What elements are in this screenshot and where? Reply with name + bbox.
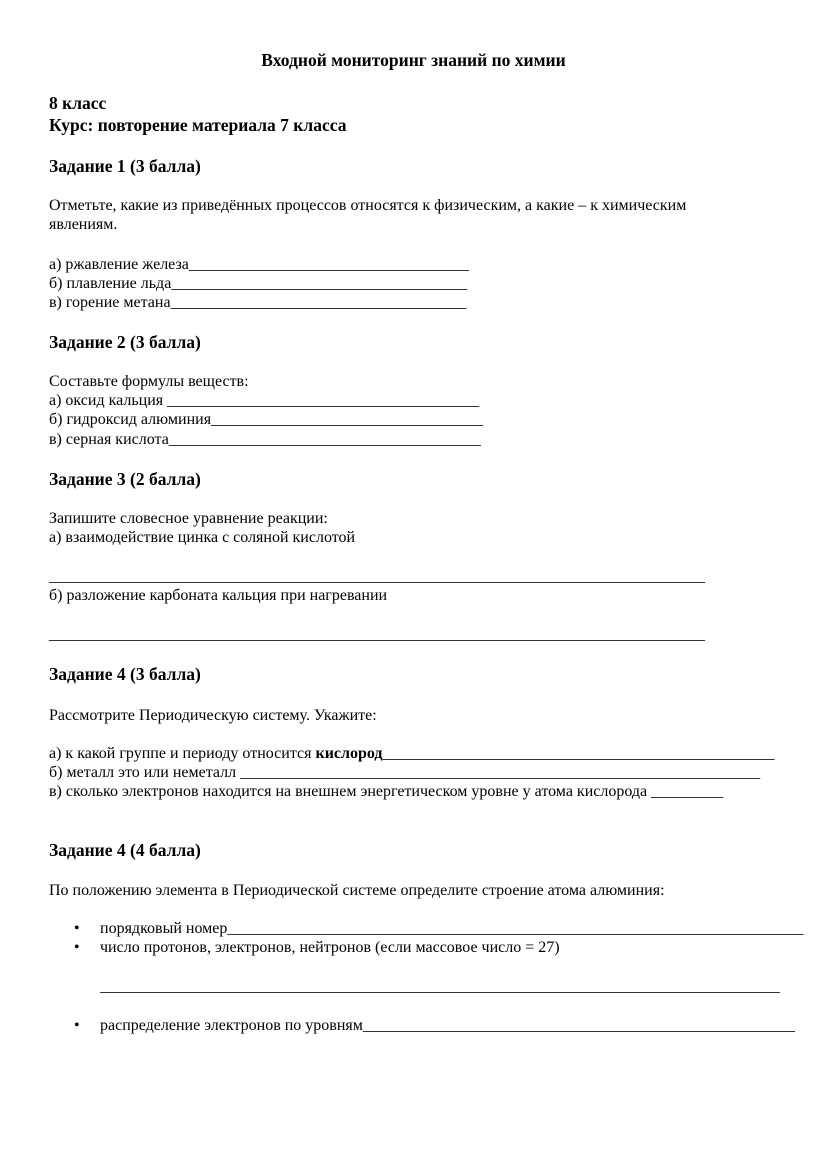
- grade-heading: 8 класс: [49, 93, 107, 113]
- task2-intro: Составьте формулы веществ:: [49, 373, 249, 390]
- task4-item-a-prefix: а) к какой группе и периоду относится: [49, 745, 316, 762]
- bullet-icon: •: [74, 939, 80, 956]
- task4-intro: Рассмотрите Периодическую систему. Укажите:: [49, 707, 377, 724]
- task5-answer-line: _____________________________________________________________________________________: [100, 978, 780, 995]
- bullet-icon: •: [74, 1017, 80, 1034]
- bullet-icon: •: [74, 920, 80, 937]
- task3-item-a: а) взаимодействие цинка с соляной кислотой: [49, 529, 356, 546]
- task4-heading: Задание 4 (3 балла): [49, 664, 201, 684]
- task1-item-a: а) ржавление железа___________________________________: [49, 256, 469, 273]
- task1-heading: Задание 1 (3 балла): [49, 156, 201, 176]
- task4-item-a-line: _________________________________________________: [382, 745, 775, 762]
- task4-item-a: [49, 744, 775, 763]
- task3-heading: Задание 3 (2 балла): [49, 469, 201, 489]
- page-title: Входной мониторинг знаний по химии: [261, 50, 566, 70]
- task3-intro: Запишите словесное уравнение реакции:: [49, 510, 328, 527]
- task1-item-c: в) горение метана_____________________________________: [49, 294, 467, 311]
- task5-item-3: распределение электронов по уровням______________________________________________________: [100, 1017, 795, 1034]
- task4-item-c: в) сколько электронов находится на внешнем энергетическом уровне у атома кислорода _________: [49, 783, 724, 800]
- task1-intro-line2: явлениям.: [49, 216, 118, 233]
- task5-heading: Задание 4 (4 балла): [49, 840, 201, 860]
- task5-item-2: число протонов, электронов, нейтронов (если массовое число = 27): [100, 939, 560, 956]
- task1-item-b: б) плавление льда_____________________________________: [49, 275, 468, 292]
- task3-answer-line-a: __________________________________________________________________________________: [49, 568, 705, 585]
- task3-item-b: б) разложение карбоната кальция при нагревании: [49, 587, 388, 604]
- task1-intro-line1: Отметьте, какие из приведённых процессов относятся к физическим, а какие – к химическим: [49, 197, 687, 214]
- task5-item-1: порядковый номер________________________________________________________________________: [100, 920, 804, 937]
- task5-intro: По положению элемента в Периодической системе определите строение атома алюминия:: [49, 882, 665, 899]
- task2-item-a: а) оксид кальция _______________________________________: [49, 392, 480, 409]
- task4-item-b: б) металл это или неметалл _________________________________________________________________: [49, 764, 761, 781]
- task2-item-b: б) гидроксид алюминия__________________________________: [49, 411, 484, 428]
- task2-item-c: в) серная кислота_______________________________________: [49, 431, 481, 448]
- task4-item-a-bold: кислород: [315, 745, 383, 762]
- task3-answer-line-b: __________________________________________________________________________________: [49, 626, 705, 643]
- task2-heading: Задание 2 (3 балла): [49, 332, 201, 352]
- course-heading: Курс: повторение материала 7 класса: [49, 115, 347, 135]
